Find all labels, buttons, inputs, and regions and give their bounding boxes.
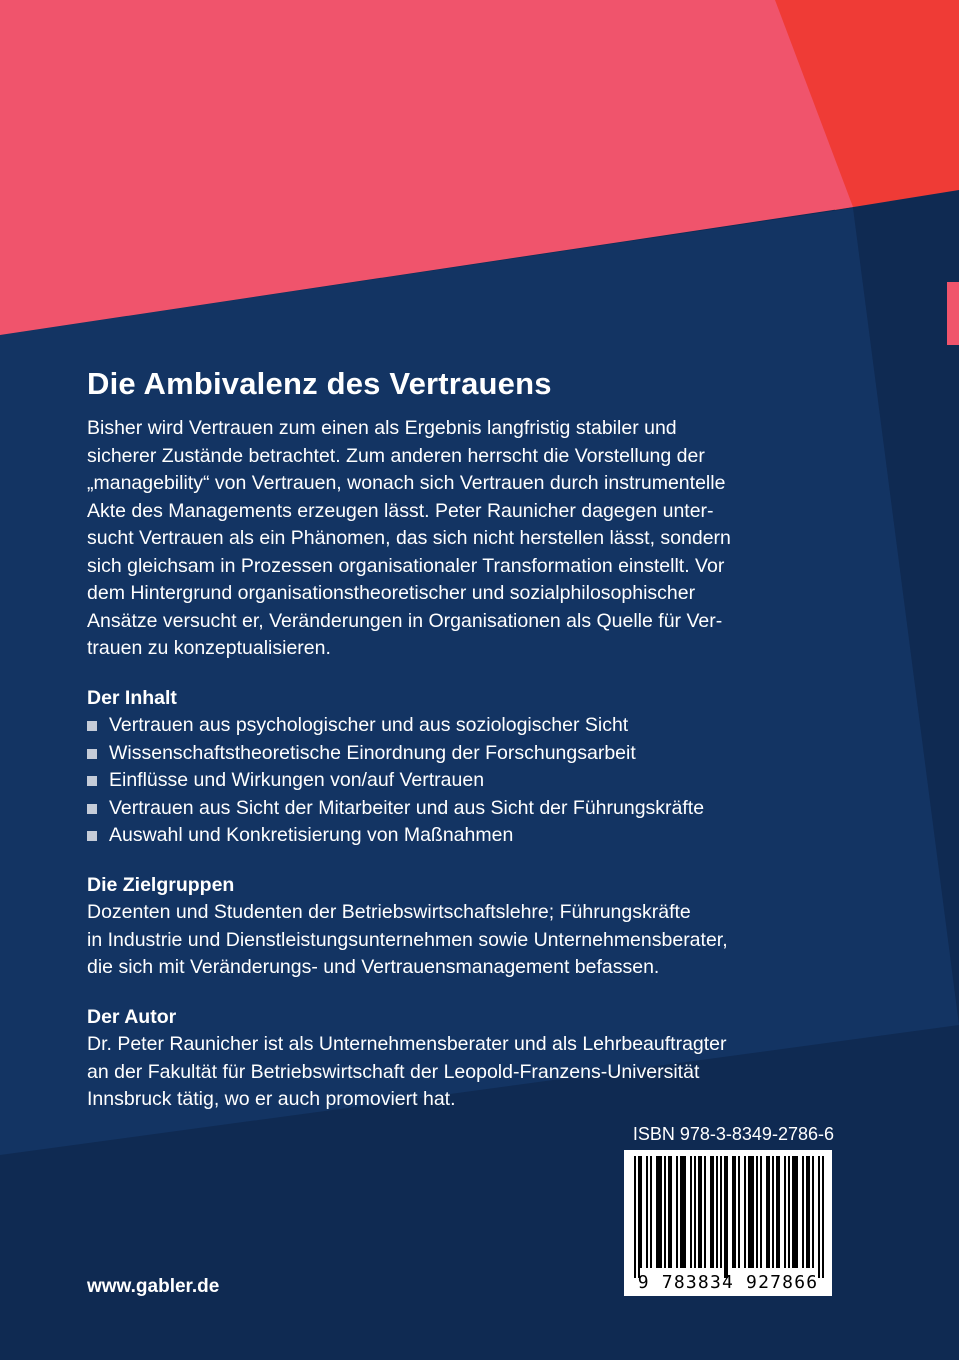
- square-bullet-icon: [87, 804, 97, 814]
- barcode-bar: [638, 1156, 640, 1278]
- barcode-bar: [778, 1156, 780, 1268]
- zielgruppen-line: Dozenten und Studenten der Betriebswirtschaftslehre; Führungskräfte: [87, 901, 691, 923]
- barcode-bar: [684, 1156, 686, 1268]
- text-content: [87, 362, 817, 1114]
- barcode-bar: [700, 1156, 702, 1268]
- barcode-bar: [808, 1156, 810, 1268]
- barcode-bar: [656, 1156, 658, 1268]
- list-item: [87, 795, 817, 823]
- barcode-bar: [796, 1156, 798, 1268]
- isbn-label: ISBN 978-3-8349-2786-6: [632, 1124, 834, 1144]
- barcode-bar: [668, 1156, 670, 1268]
- inhalt-heading: Der Inhalt: [87, 686, 177, 709]
- barcode-bar: [710, 1156, 712, 1268]
- square-bullet-icon: [87, 721, 97, 731]
- list-item-text: Einflüsse und Wirkungen von/auf Vertrauen: [109, 769, 485, 791]
- intro-line: Ansätze versucht er, Veränderungen in Organisationen als Quelle für Ver-: [87, 609, 723, 632]
- list-item: [87, 712, 817, 740]
- zielgruppen-heading: Die Zielgruppen: [87, 873, 235, 896]
- zielgruppen-text: [87, 899, 817, 982]
- intro-line: trauen zu konzeptualisieren.: [87, 637, 331, 659]
- barcode-bar: [756, 1156, 758, 1268]
- barcode-bar: [670, 1156, 672, 1268]
- barcode-bar: [640, 1156, 642, 1268]
- barcode-bar: [676, 1156, 678, 1268]
- square-bullet-icon: [87, 831, 97, 841]
- barcode-bar: [784, 1156, 786, 1268]
- list-item-text: Wissenschaftstheoretische Einordnung der Forschungsarbeit: [109, 741, 636, 764]
- barcode-bar: [698, 1156, 700, 1268]
- list-item: [87, 767, 817, 795]
- autor-line: Innsbruck tätig, wo er auch promoviert hat.: [87, 1088, 456, 1110]
- square-bullet-icon: [87, 776, 97, 786]
- pink-edge-tab: [947, 282, 959, 345]
- barcode-bar: [720, 1156, 722, 1268]
- barcode-bar: [664, 1156, 666, 1268]
- barcode-bar: [788, 1156, 790, 1268]
- barcode-bar: [750, 1156, 752, 1268]
- barcode-bar: [716, 1156, 718, 1268]
- barcode-digits: 9 783834 927866: [637, 1272, 819, 1293]
- barcode-bar: [768, 1156, 770, 1268]
- barcode-bar: [744, 1156, 746, 1268]
- barcode-bar: [650, 1156, 652, 1268]
- list-item-text: Auswahl und Konkretisierung von Maßnahmen: [109, 824, 514, 846]
- barcode-bar: [646, 1156, 648, 1268]
- barcode-bar: [818, 1156, 820, 1278]
- autor-heading: Der Autor: [87, 1005, 177, 1028]
- inhalt-list: [87, 712, 817, 850]
- list-item-text: Vertrauen aus psychologischer und aus soziologischer Sicht: [109, 714, 629, 736]
- barcode-bar: [792, 1156, 794, 1268]
- intro-line: sicherer Zustände betrachtet. Zum anderen herrscht die Vorstellung der: [87, 444, 705, 467]
- intro-line: Bisher wird Vertrauen zum einen als Ergebnis langfristig stabiler und: [87, 417, 677, 439]
- intro-paragraph: [87, 415, 817, 663]
- barcode-bar: [694, 1156, 696, 1268]
- barcode-bar: [760, 1156, 762, 1268]
- list-item-text: Vertrauen aus Sicht der Mitarbeiter und aus Sicht der Führungskräfte: [109, 796, 705, 819]
- list-item: [87, 740, 817, 768]
- list-item: [87, 822, 817, 850]
- barcode-bar: [794, 1156, 796, 1268]
- barcode-bar: [776, 1156, 778, 1268]
- zielgruppen-line: die sich mit Veränderungs- und Vertrauensmanagement befassen.: [87, 956, 660, 978]
- intro-line: sich gleichsam in Prozessen organisationaler Transformation einstellt. Vor: [87, 554, 725, 577]
- barcode-bar: [772, 1156, 774, 1268]
- barcode-bar: [822, 1156, 824, 1278]
- barcode-bar: [690, 1156, 692, 1268]
- publisher-website: www.gabler.de: [87, 1276, 220, 1297]
- intro-line: Akte des Managements erzeugen lässt. Peter Raunicher dagegen unter-: [87, 499, 714, 522]
- barcode: [624, 1150, 832, 1296]
- barcode-bar: [724, 1156, 726, 1278]
- barcode-bar: [660, 1156, 662, 1268]
- barcode-bar: [752, 1156, 754, 1268]
- autor-line: an der Fakultät für Betriebswirtschaft der Leopold-Franzens-Universität: [87, 1060, 700, 1083]
- intro-line: „managebility“ von Vertrauen, wonach sich Vertrauen durch instrumentelle: [87, 472, 726, 494]
- barcode-bar: [734, 1156, 736, 1268]
- barcode-bar: [806, 1156, 808, 1268]
- barcode-bar: [712, 1156, 714, 1268]
- barcode-bar: [738, 1156, 740, 1268]
- barcode-bar: [658, 1156, 660, 1268]
- barcode-bar: [634, 1156, 636, 1278]
- zielgruppen-line: in Industrie und Dienstleistungsunternehmen sowie Unternehmensberater,: [87, 928, 728, 951]
- intro-line: dem Hintergrund organisationstheoretischer und sozialphilosophischer: [87, 582, 696, 604]
- intro-line: sucht Vertrauen als ein Phänomen, das sich nicht herstellen lässt, sondern: [87, 527, 731, 549]
- barcode-bar: [812, 1156, 814, 1268]
- barcode-bar: [704, 1156, 706, 1268]
- barcode-bar: [680, 1156, 682, 1268]
- book-title: Die Ambivalenz des Vertrauens: [87, 366, 552, 401]
- barcode-bar: [766, 1156, 768, 1268]
- barcode-bar: [682, 1156, 684, 1268]
- barcode-bar: [802, 1156, 804, 1268]
- barcode-bar: [732, 1156, 734, 1268]
- square-bullet-icon: [87, 749, 97, 759]
- barcode-bar: [748, 1156, 750, 1268]
- autor-text: [87, 1031, 817, 1114]
- barcode-bar: [726, 1156, 728, 1278]
- autor-line: Dr. Peter Raunicher ist als Unternehmensberater und als Lehrbeauftragter: [87, 1033, 727, 1055]
